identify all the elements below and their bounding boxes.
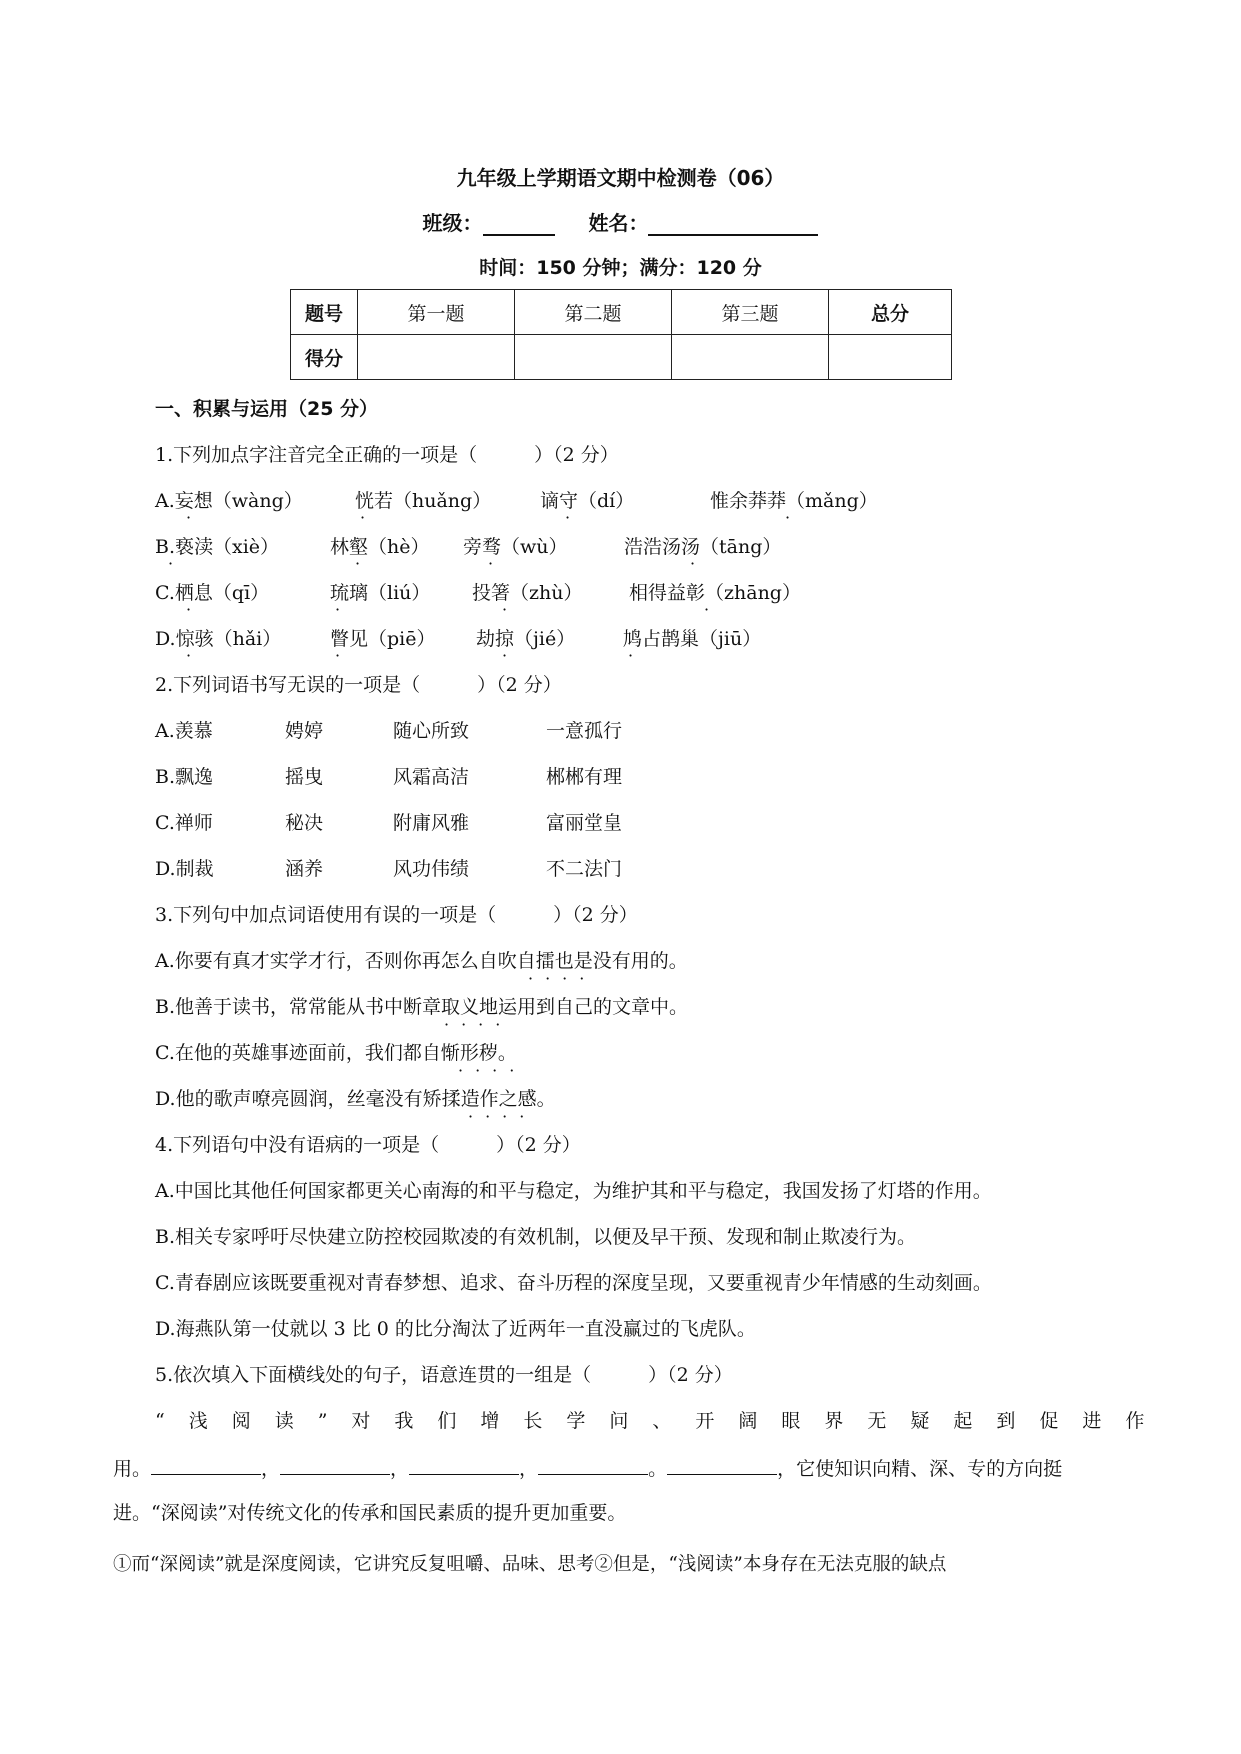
class-label: 班级： bbox=[422, 211, 483, 235]
score-input-cell[interactable] bbox=[672, 335, 829, 380]
sentence-options: ①而“深阅读”就是深度阅读，它讲究反复咀嚼、品味、思考②但是，“浅阅读”本身存在无法克服的缺点 bbox=[113, 1554, 947, 1575]
emphasis-dot: · bbox=[690, 554, 696, 573]
option-item: 不二法门 bbox=[546, 858, 623, 880]
section-heading: 一、积累与运用（25 分） bbox=[155, 398, 379, 420]
option-item: 旁骛（wù） bbox=[463, 536, 568, 558]
option-item: 谪守（dí） bbox=[540, 490, 635, 512]
score-table-cell: 题号 bbox=[291, 290, 358, 335]
option-item: 风功伟绩 bbox=[393, 858, 470, 880]
emphasis-dot: · bbox=[704, 600, 710, 619]
option-item: C.栖息（qī） bbox=[155, 582, 270, 604]
option-item: 琉璃（liú） bbox=[330, 582, 431, 604]
option-item: 恍若（huǎng） bbox=[355, 490, 492, 512]
fill-blank[interactable] bbox=[409, 1454, 519, 1475]
emphasis-dot: · bbox=[335, 646, 341, 665]
class-blank[interactable] bbox=[483, 212, 555, 236]
option-item: 涵养 bbox=[285, 858, 324, 880]
passage-text: 用。 bbox=[113, 1458, 152, 1480]
option-item: 风霜高洁 bbox=[393, 766, 470, 788]
emphasis-dot: · bbox=[186, 508, 192, 527]
score-input-cell[interactable] bbox=[515, 335, 672, 380]
emphasis-dot: · bbox=[488, 554, 494, 573]
option-item: 郴郴有理 bbox=[546, 766, 623, 788]
option-item: 浩浩汤汤（tāng） bbox=[624, 536, 782, 558]
option-item: C.青春剧应该既要重视对青春梦想、追求、奋斗历程的深度呈现，又要重视青少年情感的生动刻画。 bbox=[155, 1272, 992, 1294]
exam-title: 九年级上学期语文期中检测卷（06） bbox=[456, 166, 785, 190]
emphasis-dot: · bbox=[502, 646, 508, 665]
question-stem: 1.下列加点字注音完全正确的一项是（ ）（2 分） bbox=[155, 444, 619, 466]
option-item: 摇曳 bbox=[285, 766, 324, 788]
emphasis-dots: ···· bbox=[458, 1061, 527, 1080]
option-item: 投箸（zhù） bbox=[472, 582, 583, 604]
score-table-cell: 第三题 bbox=[672, 290, 829, 335]
option-item: 鸠占鹊巢（jiū） bbox=[623, 628, 762, 650]
emphasis-dot: · bbox=[785, 508, 791, 527]
emphasis-dot: · bbox=[355, 554, 361, 573]
score-table-cell: 第一题 bbox=[358, 290, 515, 335]
score-input-cell[interactable] bbox=[358, 335, 515, 380]
option-item: B.相关专家呼吁尽快建立防控校园欺凌的有效机制，以便及早干预、发现和制止欺凌行为。 bbox=[155, 1226, 917, 1248]
score-table-cell: 总分 bbox=[829, 290, 952, 335]
option-item: D.惊骇（hǎi） bbox=[155, 628, 282, 650]
score-table-cell: 第二题 bbox=[515, 290, 672, 335]
emphasis-dot: · bbox=[186, 600, 192, 619]
option-item: A.你要有真才实学才行，否则你再怎么自吹自擂也是没有用的。 bbox=[155, 950, 688, 972]
option-item: A.妄想（wàng） bbox=[155, 490, 303, 512]
emphasis-dot: · bbox=[186, 646, 192, 665]
option-item: C.禅师 bbox=[155, 812, 213, 834]
option-item: A.羡慕 bbox=[155, 720, 213, 742]
name-blank[interactable] bbox=[648, 212, 818, 236]
option-item: 一意孤行 bbox=[546, 720, 623, 742]
question-stem: 3.下列句中加点词语使用有误的一项是（ ）（2 分） bbox=[155, 904, 638, 926]
option-item: D.海燕队第一仗就以 3 比 0 的比分淘汰了近两年一直没赢过的飞虎队。 bbox=[155, 1318, 756, 1340]
emphasis-dot: · bbox=[502, 600, 508, 619]
emphasis-dots: ···· bbox=[444, 1015, 513, 1034]
option-item: 林壑（hè） bbox=[330, 536, 430, 558]
option-item: D.他的歌声嘹亮圆润，丝毫没有矫揉造作之感。 bbox=[155, 1088, 556, 1110]
option-item: 附庸风雅 bbox=[393, 812, 470, 834]
option-item: 相得益彰（zhāng） bbox=[629, 582, 801, 604]
score-table-score-row bbox=[291, 335, 952, 380]
option-item: 惟余莽莽（mǎng） bbox=[710, 490, 878, 512]
option-item: 瞥见（piē） bbox=[330, 628, 436, 650]
class-name-line bbox=[0, 207, 1241, 236]
fill-blank[interactable] bbox=[151, 1454, 261, 1475]
passage-text: ，它使知识向精、深、专的方向挺 bbox=[777, 1458, 1063, 1480]
question-stem: 2.下列词语书写无误的一项是（ ）（2 分） bbox=[155, 674, 562, 696]
emphasis-dots: ···· bbox=[528, 969, 597, 988]
option-item: 劫掠（jié） bbox=[476, 628, 576, 650]
emphasis-dot: · bbox=[168, 554, 174, 573]
option-item: D.制裁 bbox=[155, 858, 214, 880]
score-table bbox=[290, 289, 952, 380]
name-label: 姓名： bbox=[588, 211, 649, 235]
score-input-cell[interactable] bbox=[829, 335, 952, 380]
option-item: 富丽堂皇 bbox=[546, 812, 623, 834]
score-table-cell: 得分 bbox=[291, 335, 358, 380]
passage-line-2: 用。 ， ， ， 。 ，它使知识向精、深、专的方向挺 bbox=[113, 1454, 1062, 1482]
fill-blank[interactable] bbox=[667, 1454, 777, 1475]
emphasis-dot: · bbox=[628, 646, 634, 665]
option-item: B.亵渎（xiè） bbox=[155, 536, 280, 558]
emphasis-dots: ···· bbox=[468, 1107, 537, 1126]
option-item: B.飘逸 bbox=[155, 766, 214, 788]
time-info: 时间：150 分钟；满分：120 分 bbox=[479, 257, 762, 279]
passage-line: “浅阅读”对我们增长学问、开阔眼界无疑起到促进作 bbox=[155, 1410, 1169, 1432]
passage-line: 进。“深阅读”对传统文化的传承和国民素质的提升更加重要。 bbox=[113, 1502, 627, 1524]
question-stem: 5.依次填入下面横线处的句子，语意连贯的一组是（ ）（2 分） bbox=[155, 1364, 733, 1386]
option-item: B.他善于读书，常常能从书中断章取义地运用到自己的文章中。 bbox=[155, 996, 689, 1018]
fill-blank[interactable] bbox=[280, 1454, 390, 1475]
option-item: 随心所致 bbox=[393, 720, 470, 742]
score-table-header-row bbox=[291, 290, 952, 335]
emphasis-dot: · bbox=[335, 600, 341, 619]
question-stem: 4.下列语句中没有语病的一项是（ ）（2 分） bbox=[155, 1134, 581, 1156]
emphasis-dot: · bbox=[565, 508, 571, 527]
option-item: C.在他的英雄事迹面前，我们都自惭形秽。 bbox=[155, 1042, 517, 1064]
option-item: 秘决 bbox=[285, 812, 324, 834]
option-item: A.中国比其他任何国家都更关心南海的和平与稳定，为维护其和平与稳定，我国发扬了灯塔的作用。 bbox=[155, 1180, 992, 1202]
option-item: 娉婷 bbox=[285, 720, 324, 742]
emphasis-dot: · bbox=[360, 508, 366, 527]
fill-blank[interactable] bbox=[538, 1454, 648, 1475]
